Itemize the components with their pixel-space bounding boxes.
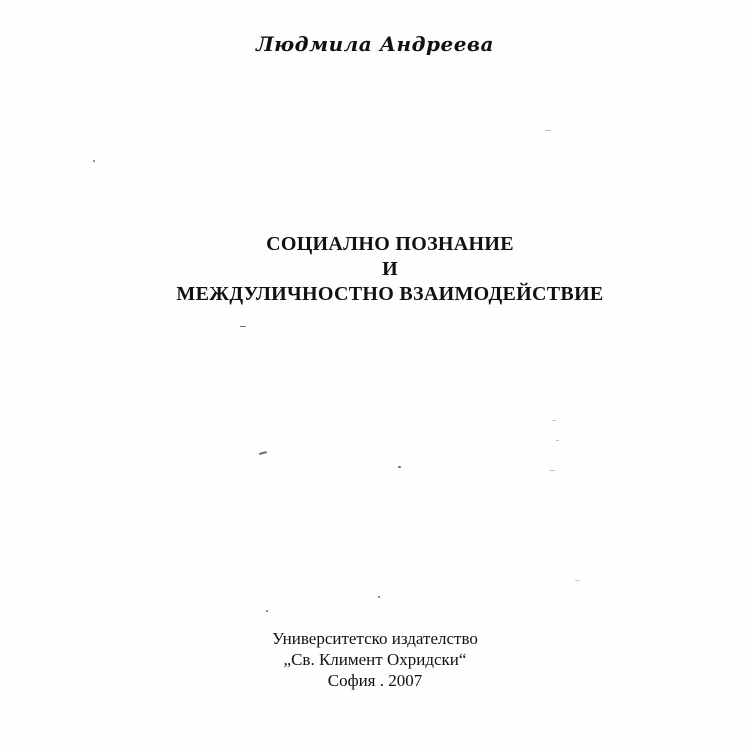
scan-speck <box>259 451 267 455</box>
author-name: Людмила Андреева <box>255 32 495 56</box>
title-line-1: СОЦИАЛНО ПОЗНАНИЕ <box>266 233 514 255</box>
scan-speck <box>545 130 551 131</box>
scan-speck <box>266 610 268 612</box>
publisher-place-year: София . 2007 <box>327 671 423 690</box>
scan-speck <box>575 580 580 581</box>
title-line-3: МЕЖДУЛИЧНОСТНО ВЗАИМОДЕЙСТВИЕ <box>176 283 604 305</box>
title-line-2: И <box>382 258 398 280</box>
scan-speck <box>378 596 380 598</box>
scan-speck <box>550 470 555 471</box>
book-title <box>0 232 750 307</box>
publisher-series: „Св. Климент Охридски“ <box>283 650 467 669</box>
scan-speck <box>240 326 246 327</box>
scan-speck <box>552 420 556 421</box>
publisher-imprint <box>0 628 750 691</box>
scan-speck <box>556 440 559 441</box>
scan-speck <box>398 466 401 468</box>
scan-speck <box>93 160 95 162</box>
publisher-name: Университетско издателство <box>272 629 478 648</box>
